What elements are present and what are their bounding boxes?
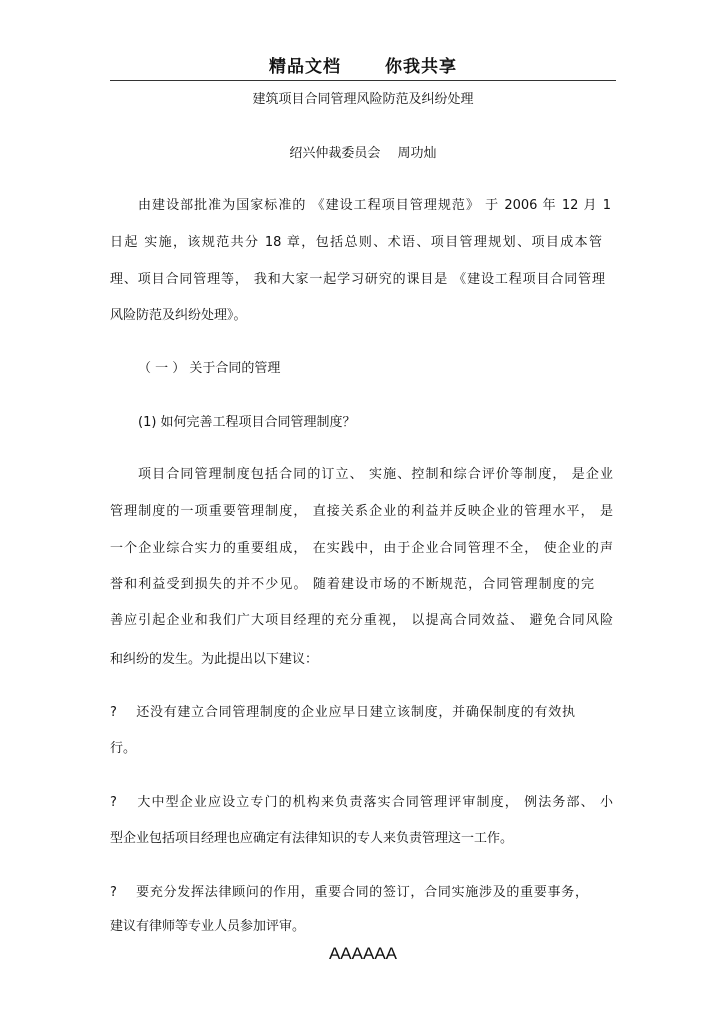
intro-line-1: 由建设部批准为国家标准的 《建设工程项目管理规范》 于 2006 年 12 月 1	[138, 198, 611, 213]
page-header	[110, 52, 616, 77]
header-left-text: 精品文档	[269, 57, 341, 77]
body-line-1: 项目合同管理制度包括合同的订立、 实施、控制和综合评价等制度， 是企业	[138, 467, 613, 482]
section-heading: （ 一 ） 关于合同的管理	[138, 361, 281, 376]
header-rule	[110, 80, 616, 81]
bullet-3-line-1: ? 要充分发挥法律顾问的作用，重要合同的签订，合同实施涉及的重要事务，	[110, 885, 588, 900]
bullet-1-line-2: 行。	[110, 741, 137, 756]
intro-line-2: 日起 实施，该规范共分 18 章，包括总则、术语、项目管理规划、项目成本管	[110, 235, 602, 250]
bullet-2-line-2: 型企业包括项目经理也应确定有法律知识的专人来负责管理这一工作。	[110, 831, 514, 846]
intro-line-3: 理、项目合同管理等， 我和大家一起学习研究的课目是 《建设工程项目合同管理	[110, 272, 605, 287]
author-line: 绍兴仲裁委员会 周功灿	[289, 146, 437, 161]
page-footer: AAAAAA	[328, 944, 398, 963]
body-line-5: 善应引起企业和我们广大项目经理的充分重视， 以提高合同效益、 避免合同风险	[110, 613, 613, 628]
document-title: 建筑项目合同管理风险防范及纠纷处理	[252, 92, 474, 107]
body-line-2: 管理制度的一项重要管理制度， 直接关系企业的利益并反映企业的管理水平， 是	[110, 504, 613, 519]
body-line-3: 一个企业综合实力的重要组成， 在实践中，由于企业合同管理不全， 使企业的声	[110, 541, 613, 556]
bullet-1-line-1: ? 还没有建立合同管理制度的企业应早日建立该制度，并确保制度的有效执	[110, 705, 575, 720]
body-line-6: 和纠纷的发生。为此提出以下建议：	[110, 652, 319, 667]
intro-line-4: 风险防范及纠纷处理》。	[110, 308, 247, 323]
question-heading: (1) 如何完善工程项目合同管理制度？	[138, 415, 356, 430]
bullet-3-line-2: 建议有律师等专业人员参加评审。	[110, 919, 306, 934]
header-right-text: 你我共享	[385, 57, 457, 77]
bullet-2-line-1: ? 大中型企业应设立专门的机构来负责落实合同管理评审制度， 例法务部、 小	[110, 795, 613, 810]
body-line-4: 誉和利益受到损失的并不少见。 随着建设市场的不断规范，合同管理制度的完	[110, 577, 594, 592]
